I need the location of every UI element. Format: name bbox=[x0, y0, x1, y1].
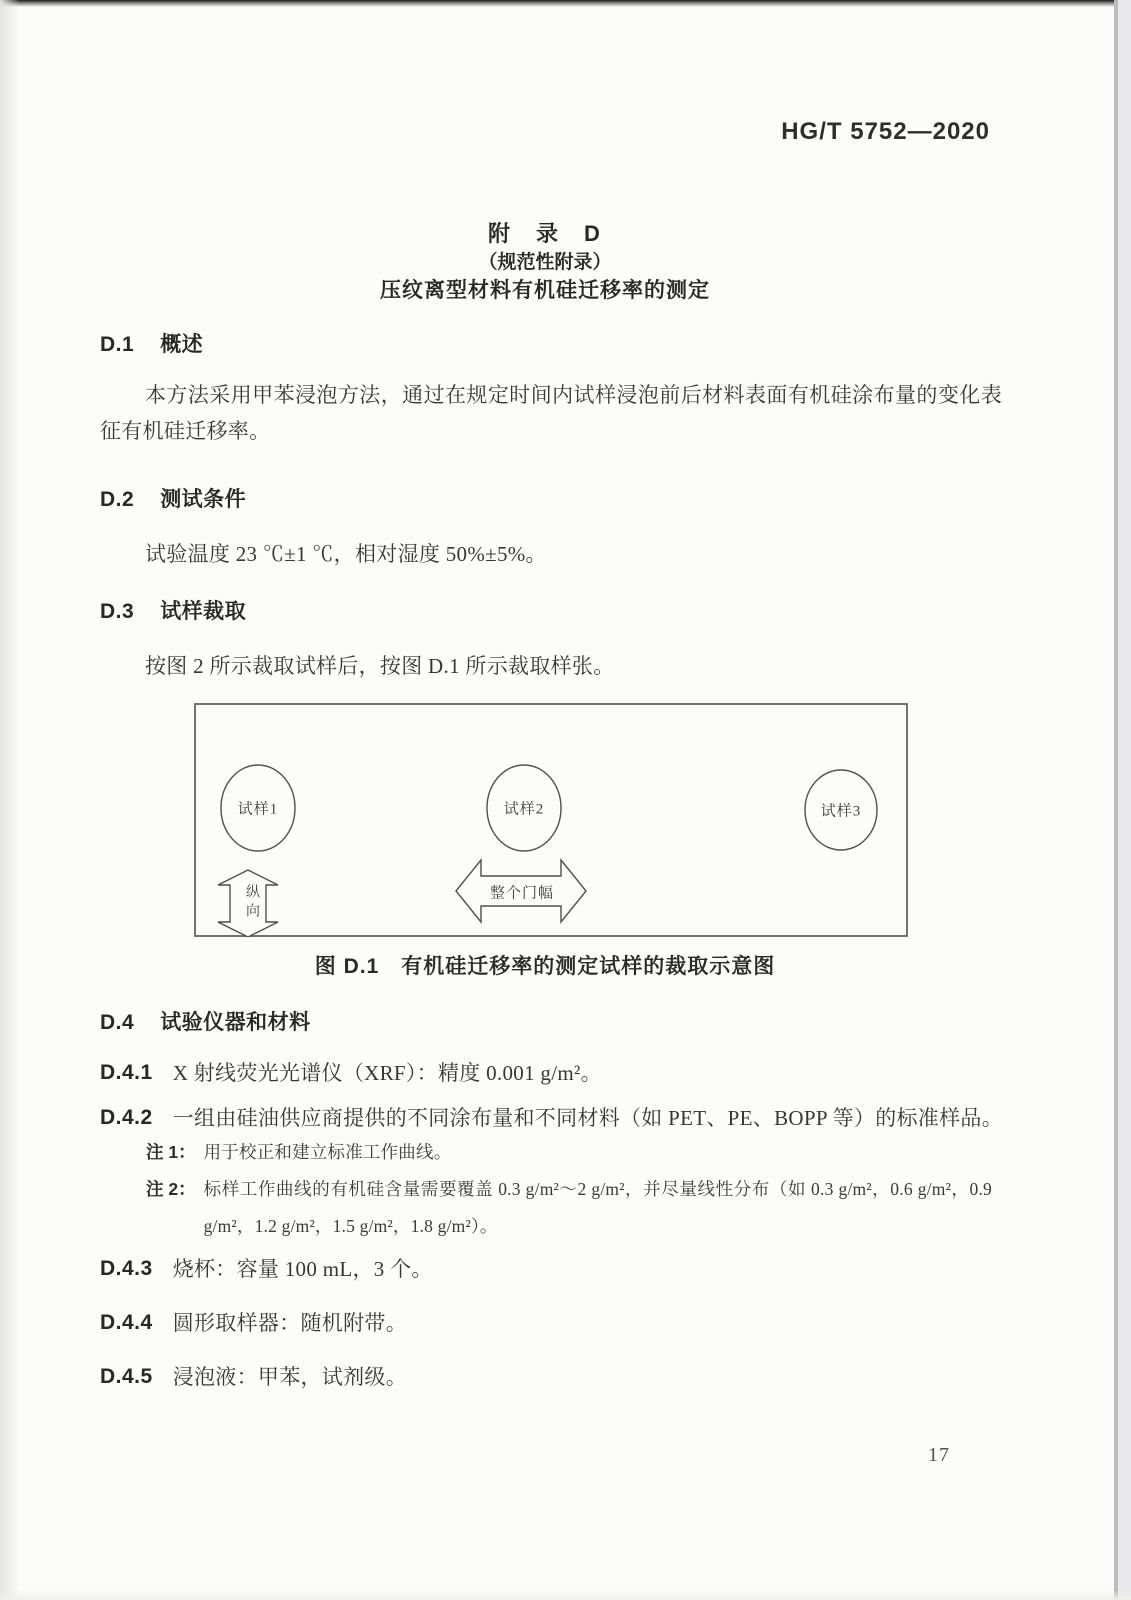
item-text: 浸泡液：甲苯，试剂级。 bbox=[172, 1365, 408, 1389]
section-heading-d1 bbox=[100, 328, 203, 358]
item-text: 烧杯：容量 100 mL，3 个。 bbox=[172, 1257, 433, 1281]
item-number: D.4.3 bbox=[100, 1257, 153, 1280]
page-edge-shadow-bottom bbox=[0, 1590, 1131, 1600]
page-number: 17 bbox=[928, 1444, 950, 1466]
page-edge-shadow-right bbox=[1118, 0, 1131, 1600]
page-edge-shadow-top bbox=[0, 0, 1131, 7]
list-item-d4-1 bbox=[100, 1056, 1005, 1090]
item-number: D.4.1 bbox=[100, 1061, 153, 1084]
item-text: 圆形取样器：随机附带。 bbox=[172, 1311, 408, 1335]
page-edge-shadow-left bbox=[0, 0, 20, 1600]
sample-label-1: 试样1 bbox=[237, 801, 279, 818]
note-label: 注 2： bbox=[146, 1179, 196, 1199]
appendix-subtitle: （规范性附录） bbox=[478, 252, 612, 273]
section-title: 试样裁取 bbox=[160, 600, 247, 623]
section-d1-body: 本方法采用甲苯浸泡方法，通过在规定时间内试样浸泡前后材料表面有机硅涂布量的变化表征有机硅迁移率。 bbox=[100, 383, 1002, 443]
list-item-d4-4 bbox=[100, 1306, 1005, 1340]
sample-label-2: 试样2 bbox=[503, 801, 545, 818]
sample-label-3: 试样3 bbox=[820, 803, 862, 820]
note-label: 注 1： bbox=[146, 1142, 196, 1162]
section-d2-body: 试验温度 23 ℃±1 ℃，相对湿度 50%±5%。 bbox=[145, 542, 547, 566]
section-number: D.2 bbox=[100, 488, 135, 511]
section-heading-d2 bbox=[100, 483, 246, 513]
list-item-d4-5 bbox=[100, 1360, 1005, 1394]
note-text: 用于校正和建立标准工作曲线。 bbox=[203, 1142, 452, 1162]
section-heading-d3 bbox=[100, 595, 246, 625]
note-1 bbox=[146, 1134, 992, 1171]
section-heading-d4 bbox=[100, 1006, 311, 1036]
section-title: 试验仪器和材料 bbox=[160, 1011, 311, 1034]
item-text: X 射线荧光光谱仪（XRF）：精度 0.001 g/m²。 bbox=[172, 1061, 602, 1085]
item-text: 一组由硅油供应商提供的不同涂布量和不同材料（如 PET、PE、BOPP 等）的标准样品。 bbox=[172, 1106, 1003, 1130]
note-2 bbox=[146, 1171, 992, 1245]
item-number: D.4.5 bbox=[100, 1365, 153, 1388]
item-number: D.4.2 bbox=[100, 1106, 153, 1129]
appendix-name: 压纹离型材料有机硅迁移率的测定 bbox=[380, 279, 710, 302]
list-item-d4-2 bbox=[100, 1101, 1005, 1135]
note-text: 标样工作曲线的有机硅含量需要覆盖 0.3 g/m²～2 g/m²，并尽量线性分布（如 0.3 g/m²，0.6 g/m²，0.9 g/m²，1.2 g/m²，1.5 g/m²，1.8 g/m²）。 bbox=[203, 1179, 992, 1236]
full-web-width-label: 整个门幅 bbox=[489, 885, 555, 902]
figure-caption: 图 D.1 有机硅迁移率的测定试样的裁取示意图 bbox=[314, 955, 776, 978]
doc-number: HG/T 5752—2020 bbox=[781, 118, 990, 145]
appendix-title: 附 录 D bbox=[488, 221, 602, 246]
section-number: D.1 bbox=[100, 333, 135, 356]
section-title: 概述 bbox=[160, 333, 204, 356]
section-number: D.3 bbox=[100, 600, 135, 623]
machine-direction-label: 纵向 bbox=[244, 884, 259, 922]
section-d3-body: 按图 2 所示裁取试样后，按图 D.1 所示裁取样张。 bbox=[145, 654, 615, 678]
section-number: D.4 bbox=[100, 1011, 135, 1034]
list-item-d4-3 bbox=[100, 1252, 1005, 1286]
figure-d1-diagram bbox=[194, 703, 908, 937]
item-number: D.4.4 bbox=[100, 1311, 153, 1334]
section-title: 测试条件 bbox=[160, 488, 247, 511]
